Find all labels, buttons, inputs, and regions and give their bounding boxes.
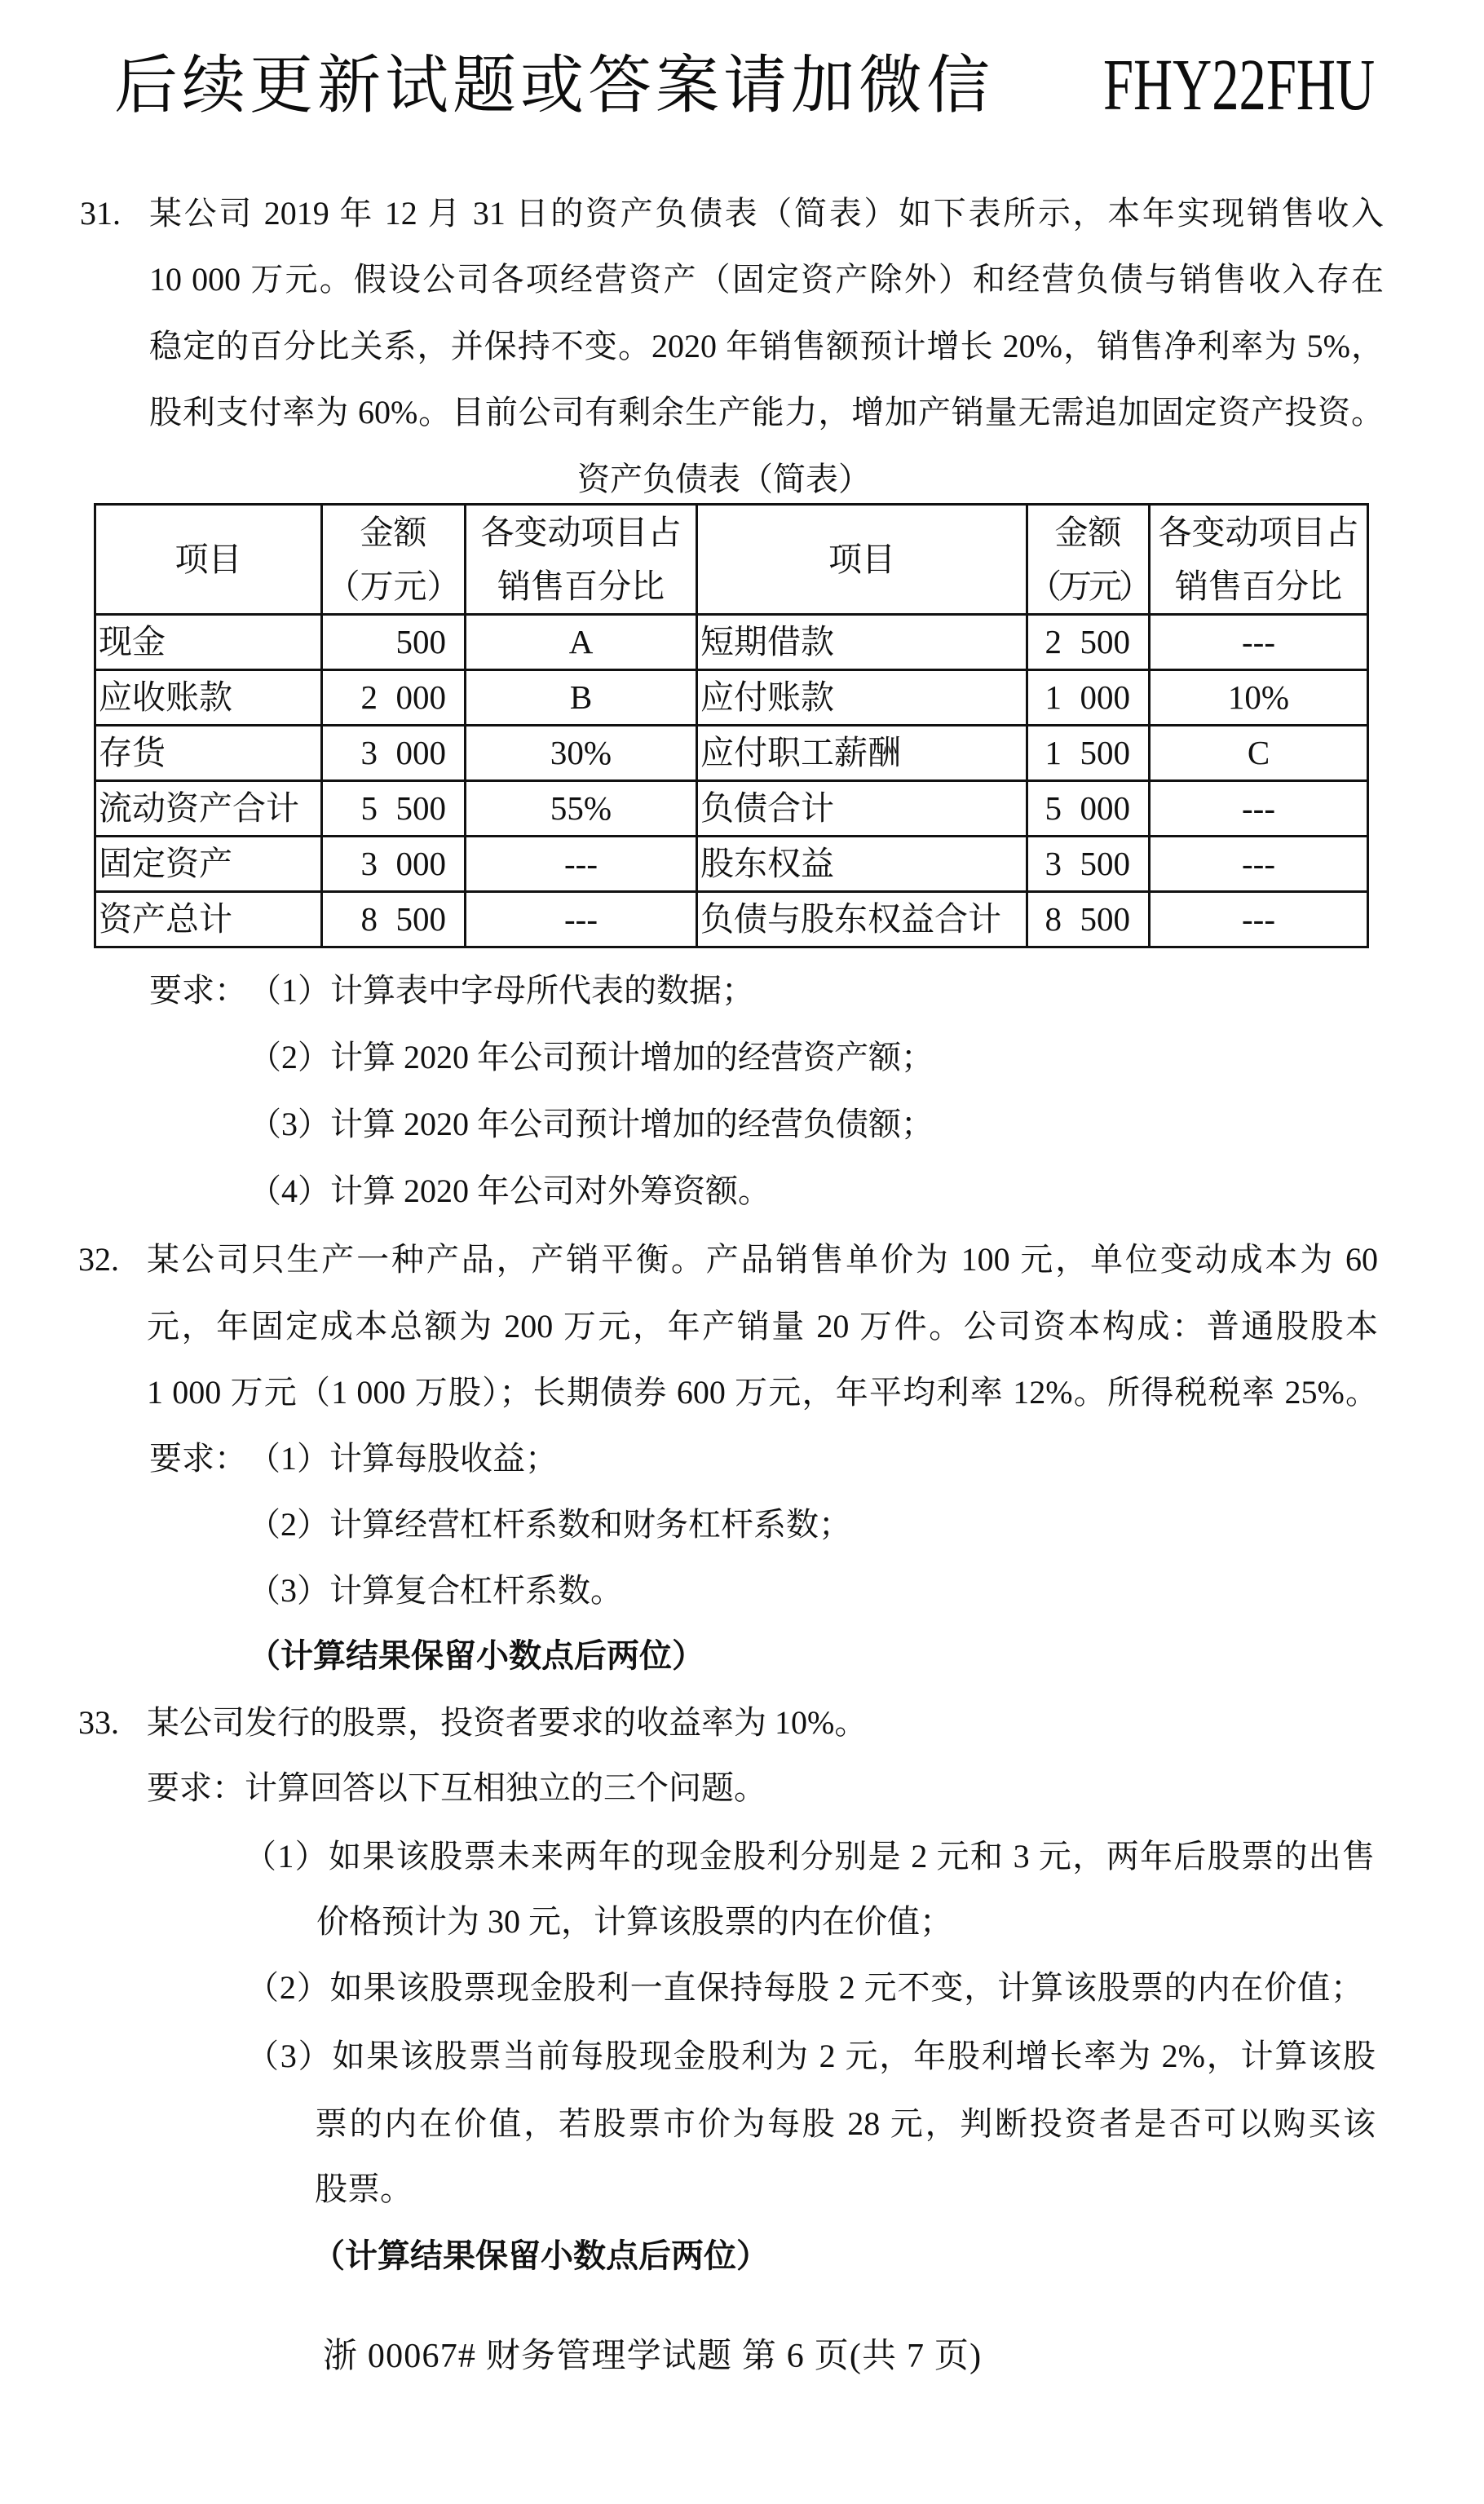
- cell-asset-item: 应收账款: [95, 670, 322, 726]
- question-33-line: 某公司发行的股票，投资者要求的收益率为 10%。: [147, 1704, 868, 1741]
- cell-asset-percent: ---: [466, 837, 697, 892]
- cell-asset-amount: 500: [322, 615, 466, 670]
- question-32-line: 某公司只生产一种产品，产销平衡。产品销售单价为 100 元，单位变动成本为 60: [147, 1241, 1378, 1278]
- cell-asset-item: 现金: [95, 615, 322, 670]
- requirements-intro: 计算回答以下互相独立的三个问题。: [245, 1769, 766, 1806]
- question-33-number: 33.: [78, 1704, 119, 1741]
- question-31-number: 31.: [80, 195, 121, 232]
- header-label: 金额: [1054, 514, 1122, 551]
- cell-asset-amount: 8 500: [322, 892, 466, 947]
- cell-asset-amount: 3 000: [322, 726, 466, 781]
- requirements-label: 要求：: [149, 972, 247, 1009]
- cell-liability-item: 应付职工薪酬: [697, 726, 1027, 781]
- header-label: 金额: [360, 514, 427, 551]
- cell-asset-percent: B: [466, 670, 697, 726]
- cell-liability-item: 负债与股东权益合计: [697, 892, 1027, 947]
- requirement-item: （1）计算每股收益；: [248, 1440, 558, 1477]
- table-row: [95, 892, 1368, 947]
- cell-asset-amount: 3 000: [322, 837, 466, 892]
- header-notice: 后续更新试题或答案请加微信: [114, 49, 995, 122]
- cell-liability-percent: ---: [1150, 892, 1368, 947]
- question-31-line: 稳定的百分比关系，并保持不变。2020 年销售额预计增长 20%，销售净利率为 5%，: [149, 328, 1384, 364]
- table-row: [95, 781, 1368, 837]
- cell-asset-item: 流动资产合计: [95, 781, 322, 837]
- rounding-note: （计算结果保留小数点后两位）: [312, 2237, 769, 2274]
- cell-liability-item: 应付账款: [697, 670, 1027, 726]
- table-row: [95, 670, 1368, 726]
- cell-asset-percent: 55%: [466, 781, 697, 837]
- table-row: [95, 726, 1368, 781]
- requirement-item-continued: 票的内在价值，若股票市价为每股 28 元，判断投资者是否可以购买该: [315, 2105, 1376, 2142]
- cell-liability-item: 短期借款: [697, 615, 1027, 670]
- cell-liability-item: 股东权益: [697, 837, 1027, 892]
- table-header-row: [95, 505, 1368, 615]
- header-asset-item: [95, 505, 322, 615]
- header-liability-item: [697, 505, 1027, 615]
- header-asset-percent: [466, 505, 697, 615]
- requirements-label: 要求：: [149, 1440, 247, 1477]
- cell-liability-percent: ---: [1150, 615, 1368, 670]
- balance-sheet-title: 资产负债表（简表）: [577, 461, 871, 497]
- requirements-line: [147, 1765, 766, 1811]
- header-liability-percent: [1150, 505, 1368, 615]
- question-32-line: 元，年固定成本总额为 200 万元，年产销量 20 万件。公司资本构成：普通股股本: [147, 1308, 1378, 1345]
- page-footer: 浙 00067# 财务管理学试题 第 6 页(共 7 页): [323, 2338, 983, 2375]
- cell-asset-percent: A: [466, 615, 697, 670]
- requirement-item-continued: 价格预计为 30 元，计算该股票的内在价值；: [316, 1903, 952, 1940]
- cell-asset-amount: 5 500: [322, 781, 466, 837]
- requirement-item: （3）计算复合杠杆系数。: [248, 1572, 623, 1609]
- question-31-line: 10 000 万元。假设公司各项经营资产（固定资产除外）和经营负债与销售收入存在: [149, 261, 1384, 298]
- cell-liability-amount: 1 500: [1027, 726, 1150, 781]
- header-label: 各变动项目占: [480, 514, 682, 551]
- table-row: [95, 615, 1368, 670]
- header-label: （万元）: [326, 567, 461, 605]
- requirement-item-continued: 股票。: [315, 2171, 413, 2207]
- table-row: [95, 837, 1368, 892]
- header-label: 销售百分比: [1175, 567, 1342, 605]
- cell-asset-item: 存货: [95, 726, 322, 781]
- cell-liability-amount: 5 000: [1027, 781, 1150, 837]
- question-31-line: 某公司 2019 年 12 月 31 日的资产负债表（简表）如下表所示，本年实现销售收入: [149, 195, 1384, 232]
- cell-liability-percent: ---: [1150, 837, 1368, 892]
- cell-liability-amount: 8 500: [1027, 892, 1150, 947]
- requirement-item: （2）如果该股票现金股利一直保持每股 2 元不变，计算该股票的内在价值；: [246, 1969, 1363, 2006]
- question-31-line: 股利支付率为 60%。目前公司有剩余生产能力，增加产销量无需追加固定资产投资。: [149, 394, 1384, 431]
- requirement-item: （4）计算 2020 年公司对外筹资额。: [249, 1173, 771, 1209]
- header-wechat-code: FHY22FHU: [1103, 45, 1376, 126]
- cell-asset-percent: ---: [466, 892, 697, 947]
- header-label: 项目: [174, 540, 242, 578]
- requirement-item: （3）如果该股票当前每股现金股利为 2 元，年股利增长率为 2%，计算该股: [246, 2038, 1376, 2074]
- cell-asset-item: 固定资产: [95, 837, 322, 892]
- cell-liability-amount: 2 500: [1027, 615, 1150, 670]
- header-liability-amount: [1027, 505, 1150, 615]
- balance-sheet-table: [94, 503, 1369, 948]
- cell-liability-amount: 3 500: [1027, 837, 1150, 892]
- header-asset-amount: [322, 505, 466, 615]
- header-label: 各变动项目占: [1158, 514, 1359, 551]
- cell-liability-amount: 1 000: [1027, 670, 1150, 726]
- cell-asset-amount: 2 000: [322, 670, 466, 726]
- cell-asset-percent: 30%: [466, 726, 697, 781]
- requirement-item: （2）计算经营杠杆系数和财务杠杆系数；: [248, 1506, 851, 1543]
- requirement-item: （1）如果该股票未来两年的现金股利分别是 2 元和 3 元，两年后股票的出售: [244, 1838, 1375, 1875]
- question-32-number: 32.: [78, 1241, 119, 1278]
- header-label: 销售百分比: [497, 567, 665, 605]
- cell-liability-item: 负债合计: [697, 781, 1027, 837]
- header-label: （万元）: [1028, 567, 1149, 605]
- requirements-label: 要求：: [147, 1769, 245, 1806]
- question-32-line: 1 000 万元（1 000 万股）；长期债券 600 万元，年平均利率 12%。所得税税率 25%。: [147, 1374, 1378, 1411]
- cell-asset-item: 资产总计: [95, 892, 322, 947]
- requirement-item: （3）计算 2020 年公司预计增加的经营负债额；: [249, 1106, 934, 1142]
- cell-liability-percent: C: [1150, 726, 1368, 781]
- requirement-item: （1）计算表中字母所代表的数据；: [249, 972, 754, 1009]
- cell-liability-percent: 10%: [1150, 670, 1368, 726]
- header-label: 项目: [828, 540, 895, 578]
- rounding-note: （计算结果保留小数点后两位）: [248, 1637, 704, 1674]
- requirement-item: （2）计算 2020 年公司预计增加的经营资产额；: [249, 1039, 934, 1075]
- cell-liability-percent: ---: [1150, 781, 1368, 837]
